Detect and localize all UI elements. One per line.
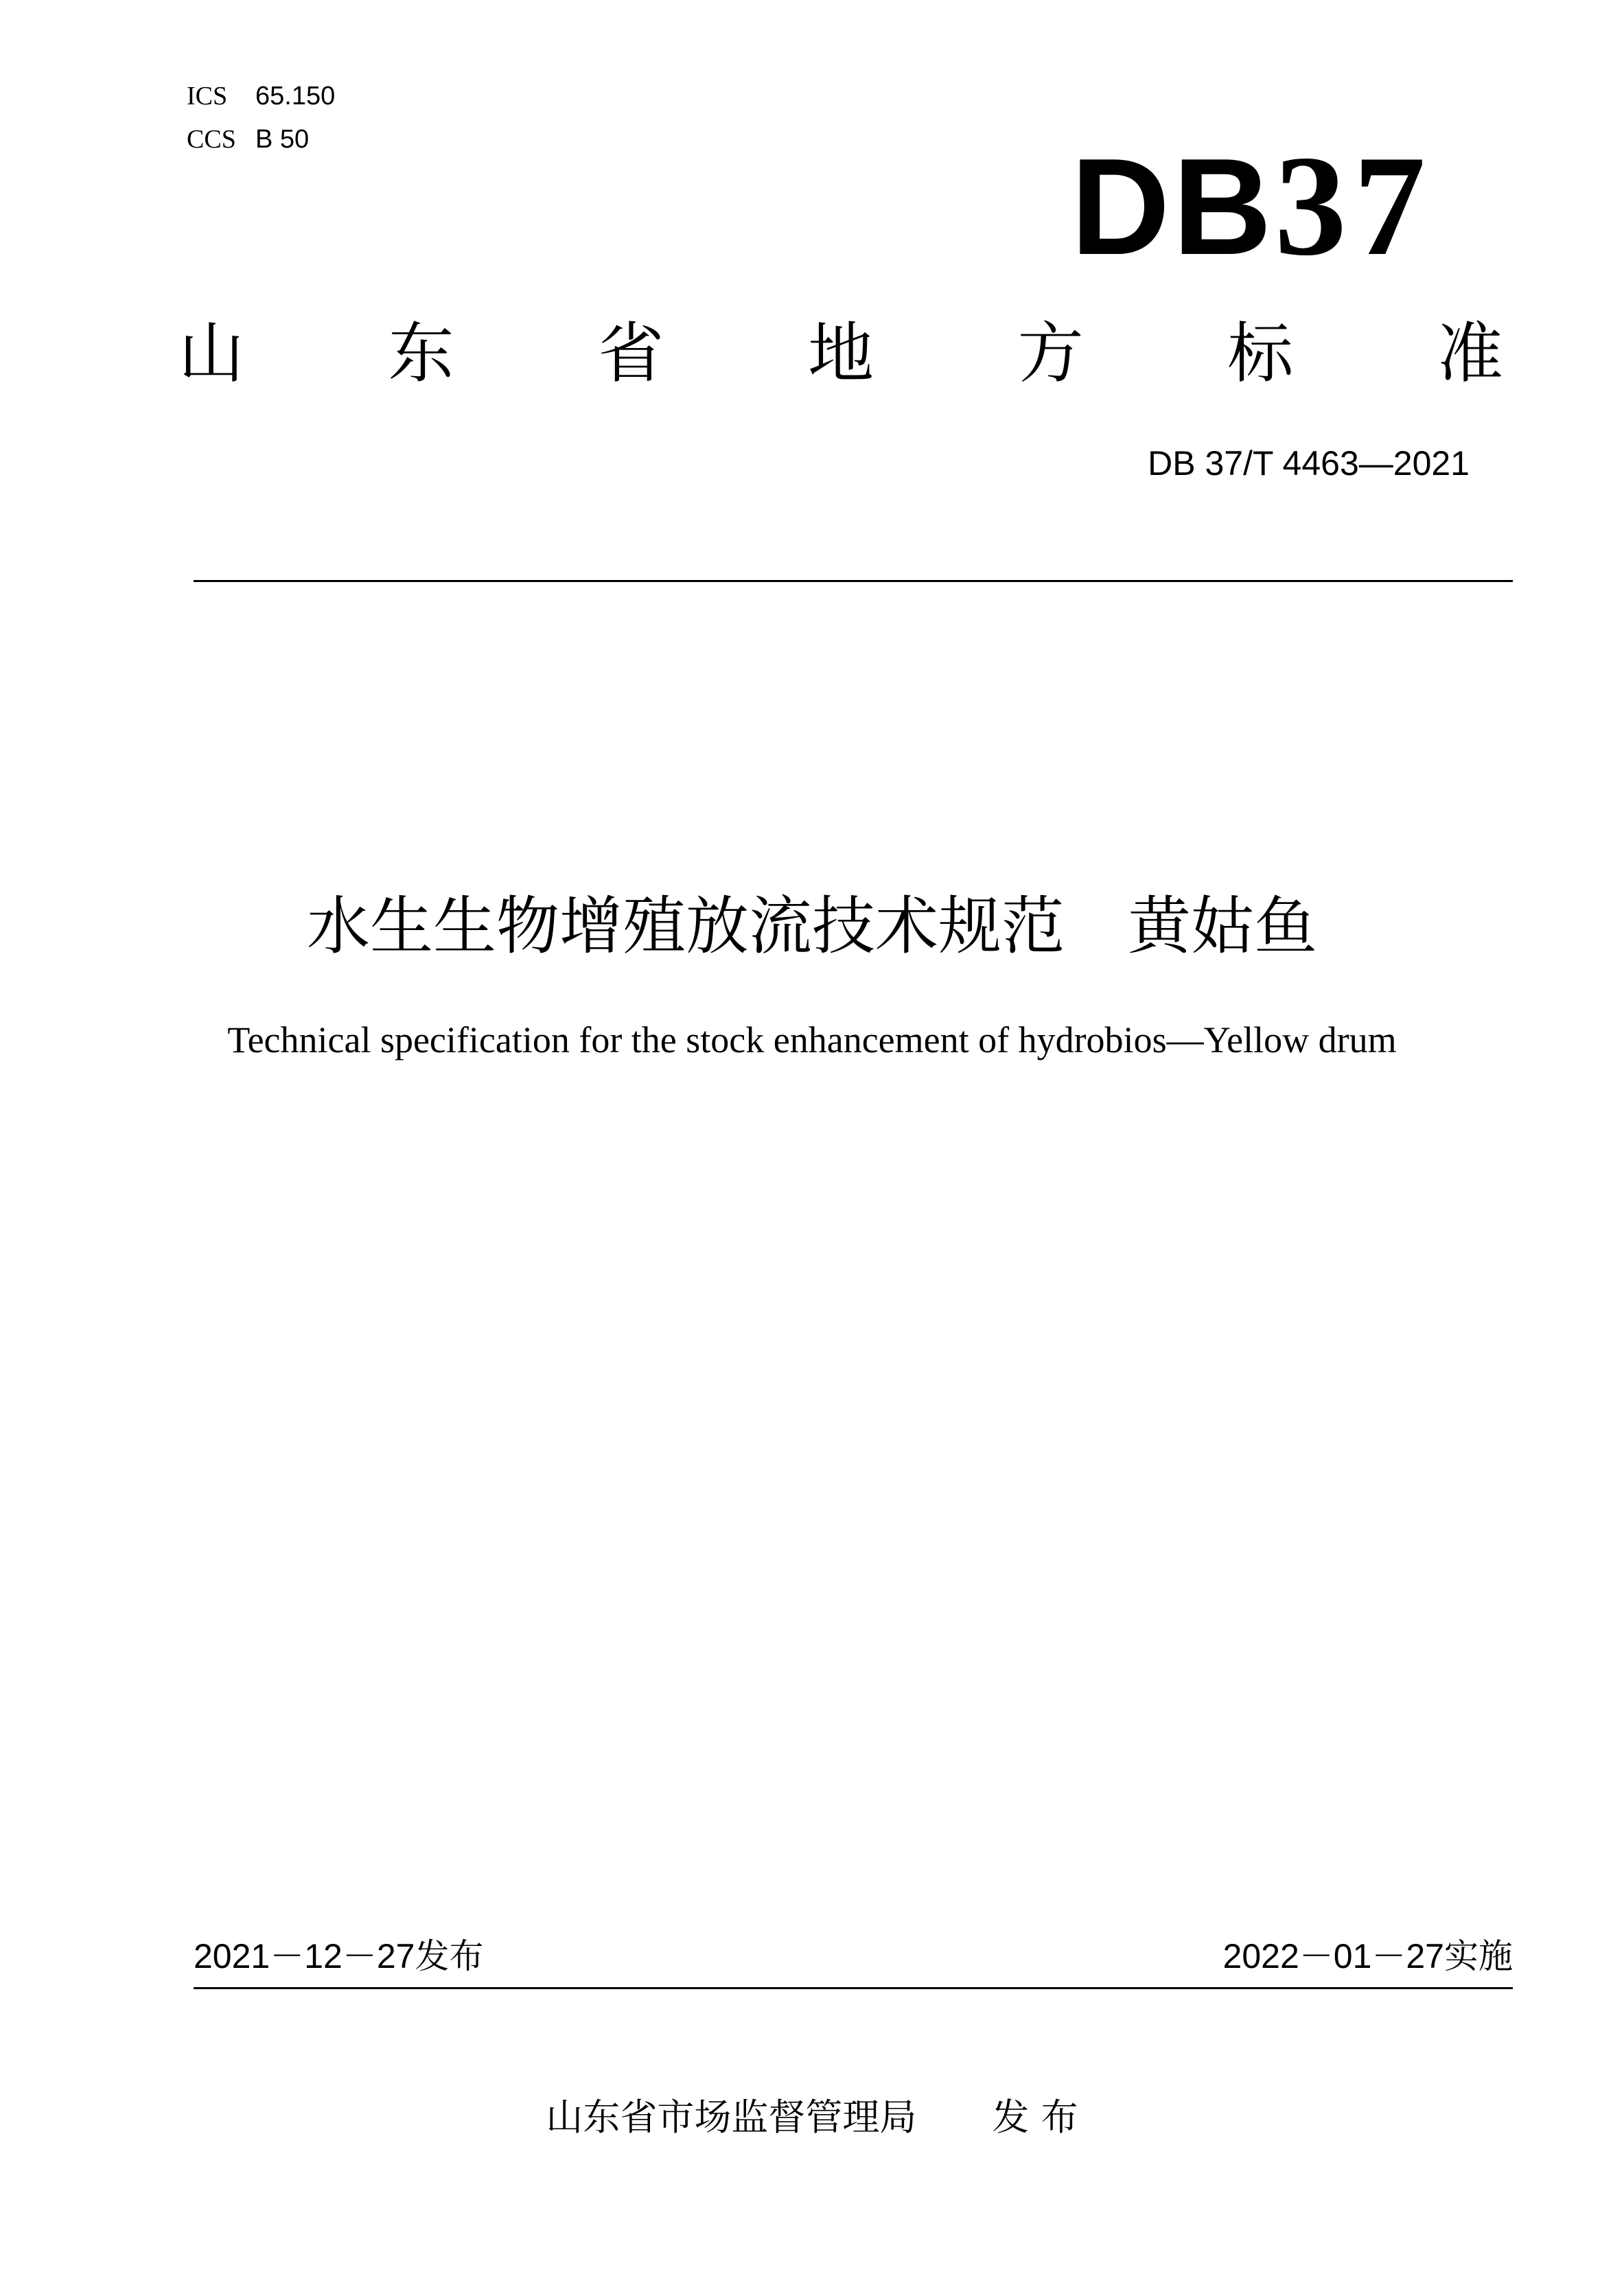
standard-type-char: 省: [598, 315, 664, 392]
bottom-divider: [194, 1987, 1513, 1989]
document-title-english: Technical specification for the stock enhancement of hydrobios—Yellow drum: [227, 1019, 1397, 1060]
ics-value: 65.150: [255, 82, 336, 111]
ics-row: [187, 74, 335, 117]
release-date-value: 2021－12－27: [194, 1937, 415, 1975]
db-logo-number: 37: [1274, 126, 1432, 286]
release-date: [194, 1932, 483, 1980]
standard-number: DB 37/T 4463—2021: [1148, 444, 1470, 483]
standard-type-char: 地: [807, 315, 874, 392]
top-divider: [194, 580, 1513, 582]
release-date-label: 发布: [415, 1936, 484, 1976]
ccs-label: CCS: [187, 125, 236, 154]
standard-type-heading: [178, 312, 1503, 395]
standard-type-char: 东: [388, 315, 454, 392]
publisher-name: 山东省市场监督管理局: [546, 2096, 917, 2139]
db-logo-prefix: DB: [1071, 130, 1275, 283]
publisher: [0, 2090, 1624, 2145]
standard-type-char: 方: [1017, 315, 1084, 392]
ics-label: ICS: [187, 82, 228, 111]
standard-type-char: 山: [178, 315, 244, 392]
standard-type-char: 准: [1437, 315, 1503, 392]
classification-codes: [187, 74, 335, 161]
document-title-chinese: 水生生物增殖放流技术规范 黄姑鱼: [306, 890, 1317, 963]
publisher-action: 发 布: [992, 2096, 1078, 2139]
ccs-row: [187, 117, 335, 161]
implementation-date-value: 2022－01－27: [1222, 1937, 1444, 1975]
standard-type-char: 标: [1227, 315, 1294, 392]
db-logo: [1071, 126, 1432, 286]
ccs-value: B 50: [255, 125, 310, 154]
implementation-date-label: 实施: [1444, 1936, 1513, 1976]
implementation-date: [1223, 1932, 1513, 1980]
